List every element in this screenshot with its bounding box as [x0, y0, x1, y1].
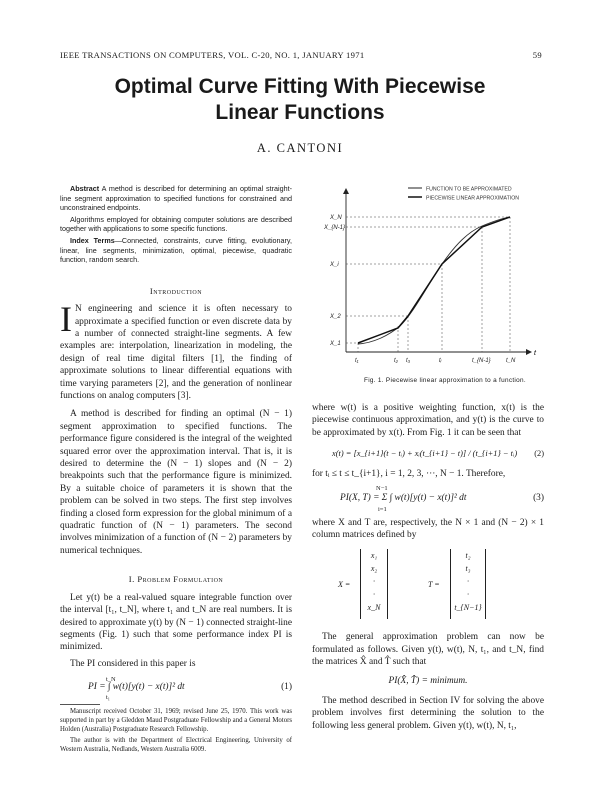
problem-paragraph-1: Let y(t) be a real-valued square integrable function over the interval [t₁, t_N], where t₁ and t_N are real numbers. It is desired to approximate y(t) by (N − 1) connected straight-line segments (Fig. 1) such that some performance index PI is minimized.	[60, 592, 292, 653]
x-vector	[360, 549, 388, 619]
title-line-2: Linear Functions	[215, 101, 385, 124]
footnote-2: The author is with the Department of Electrical Engineering, University of Western Australia, Nedlands, Western Australia 6009.	[60, 737, 292, 754]
drop-cap: I	[60, 299, 72, 340]
right-paragraph-5: The method described in Section IV for solving the above problem involves first determining the solution to the following less general problem. Given y(t), w(t), N, t₁,	[312, 696, 544, 731]
title-line-1: Optimal Curve Fitting With Piecewise	[114, 75, 486, 98]
y-label-xn: X_N	[330, 215, 342, 221]
equation-3	[312, 483, 544, 513]
equation-2	[312, 442, 544, 466]
eq3-number: (3)	[533, 492, 544, 503]
x-label-t3: t₃	[406, 358, 411, 364]
x-label-t2: t₂	[394, 358, 398, 364]
matrix-definitions: X = x₁ x₂ · · x_N T = t₂ t₃ · · t_{N−1}	[312, 545, 544, 625]
problem-heading: I. Problem Formulation	[128, 574, 224, 585]
eq3-body: PI(X, T) = Σ ∫ w(t)[y(t) − x(t)]² dt	[340, 492, 467, 503]
right-paragraph-4: The general approximation problem can now be formulated as follows. Given y(t), w(t), N, t₁, and t_N, find the matrices X̂ and T̂ such that	[312, 632, 544, 668]
right-column	[312, 402, 544, 732]
x-label-ti: tᵢ	[439, 358, 442, 364]
left-column	[60, 184, 292, 754]
problem-paragraph-2: The PI considered in this paper is	[70, 658, 196, 669]
t-vector-entry: ·	[467, 590, 469, 600]
intro-paragraph-2: A method is described for finding an optimal (N − 1) segment approximation to specified functions. The performance figure considered is the integral of the weighted squared error over the approximation interval. That is, it is desired to determine the (N − 1) slopes and (N − 2) breakpoints such that the performance figure is minimized. By a suitable choice of parameters it is shown that the problem can be solved in two steps. The first step involves finding a closed form expression for the global minimum of a quadratic function of (N − 1) parameters. The second involves minimization of a function of (N − 2) parameters by numerical techniques.	[60, 409, 292, 556]
function-curve	[358, 217, 510, 344]
footnote-1: Manuscript received October 31, 1969; revised June 25, 1970. This work was supported in part by a Gledden Maud Postgraduate Fellowship and a General Motors Holden (Australia) Postgraduate Research Fellowship.	[60, 708, 292, 734]
figure-caption: Fig. 1. Piecewise linear approximation to a function.	[364, 377, 526, 384]
t-vector-entry: t₃	[465, 564, 471, 574]
x-vector-entry: x₂	[370, 564, 378, 574]
running-header	[60, 50, 542, 60]
page-number: 59	[532, 50, 542, 60]
equation-4: PI(X̂, T̂) = minimum.	[388, 675, 468, 686]
t-vector	[450, 549, 486, 619]
x-label-tn: t_N	[506, 358, 516, 364]
x-label-t1: t₁	[355, 358, 359, 364]
abstract-label: Abstract	[70, 184, 100, 193]
eq1-lower-limit: t₁	[106, 694, 111, 702]
right-paragraph-2: for tᵢ ≤ t ≤ t_{i+1}, i = 1, 2, 3, ···, N − 1. Therefore,	[312, 469, 506, 480]
y-label-x2: X_2	[330, 314, 341, 320]
x-label-tn-1: t_{N-1}	[472, 358, 491, 364]
introduction-heading: Introduction	[149, 285, 203, 296]
x-vector-entry: ·	[373, 590, 375, 600]
y-label-x1: X_1	[330, 341, 341, 347]
eq3-lower-limit: i=1	[378, 505, 387, 513]
equation-1	[60, 674, 292, 700]
right-paragraph-3: where X and T are, respectively, the N × 1 and (N − 2) × 1 column matrices defined by	[312, 517, 544, 541]
y-axis-arrow	[343, 188, 349, 194]
abstract-text: A method is described for determining an optimal straight-line segment approximation to specified functions for constrained and unconstrained endpoints.	[60, 184, 292, 213]
y-label-xn-1: X_{N-1}	[324, 225, 346, 231]
x-vector-entry: x₁	[370, 551, 378, 561]
abstract-para2: Algorithms employed for obtaining computer solutions are described together with applications to some specific functions.	[60, 214, 292, 234]
intro-paragraph-1: I N engineering and science it is often necessary to approximate a specified function or even discrete data by a number of connected straight-line segments. A few examples are: interpolation, linearization in modeling, the design of real time digital filters [1], the finding of approximate solutions to linear differential equations with time varying parameters [2], and the generation of nonlinear functions on analog computers [3].	[60, 299, 292, 401]
author: A. CANTONI	[256, 141, 344, 155]
abstract	[60, 184, 292, 265]
x-axis-label: t	[534, 350, 536, 357]
y-label-xi: X_i	[330, 262, 339, 268]
x-vector-entry: ·	[373, 577, 375, 587]
x-vector-entry: x_N	[367, 603, 381, 613]
eq1-upper-limit: t_N	[106, 676, 116, 684]
eq2-number: (2)	[534, 449, 544, 459]
eq1-number: (1)	[281, 682, 292, 693]
piecewise-approximation	[358, 217, 510, 343]
paper-title	[40, 74, 560, 126]
eq1-body: PI = ∫ w(t)[y(t) − x(t)]² dt	[88, 682, 185, 693]
index-terms-label: Index Terms	[70, 235, 115, 245]
t-vector-entry: t₂	[465, 551, 471, 561]
journal-header: IEEE TRANSACTIONS ON COMPUTERS, VOL. C-20, NO. 1, JANUARY 1971	[60, 50, 365, 60]
index-terms-text: —Connected, constraints, curve fitting, evolutionary, linear, line segments, minimization, optimal, piecewise, quadratic function, random search.	[60, 235, 292, 265]
t-vector-entry: t_{N−1}	[454, 603, 482, 613]
footnote-rule	[60, 704, 100, 705]
legend-function: FUNCTION TO BE APPROXIMATED	[426, 186, 512, 193]
eq2-body: x(t) = [x_{i+1}(t − tᵢ) + xᵢ(t_{i+1} − t)] / (t_{i+1} − tᵢ)	[332, 449, 518, 459]
right-paragraph-1: where w(t) is a positive weighting function, x(t) is the piecewise continuous approximation, and y(t) is the curve to be approximated by x(t). From Fig. 1 it can be seen that	[312, 403, 544, 438]
x-axis-arrow	[526, 349, 532, 355]
t-vector-entry: ·	[467, 577, 469, 587]
figure-1	[318, 180, 544, 370]
legend-approximation: PIECEWISE LINEAR APPROXIMATION	[426, 195, 520, 202]
eq3-upper-limit: N−1	[376, 484, 388, 492]
